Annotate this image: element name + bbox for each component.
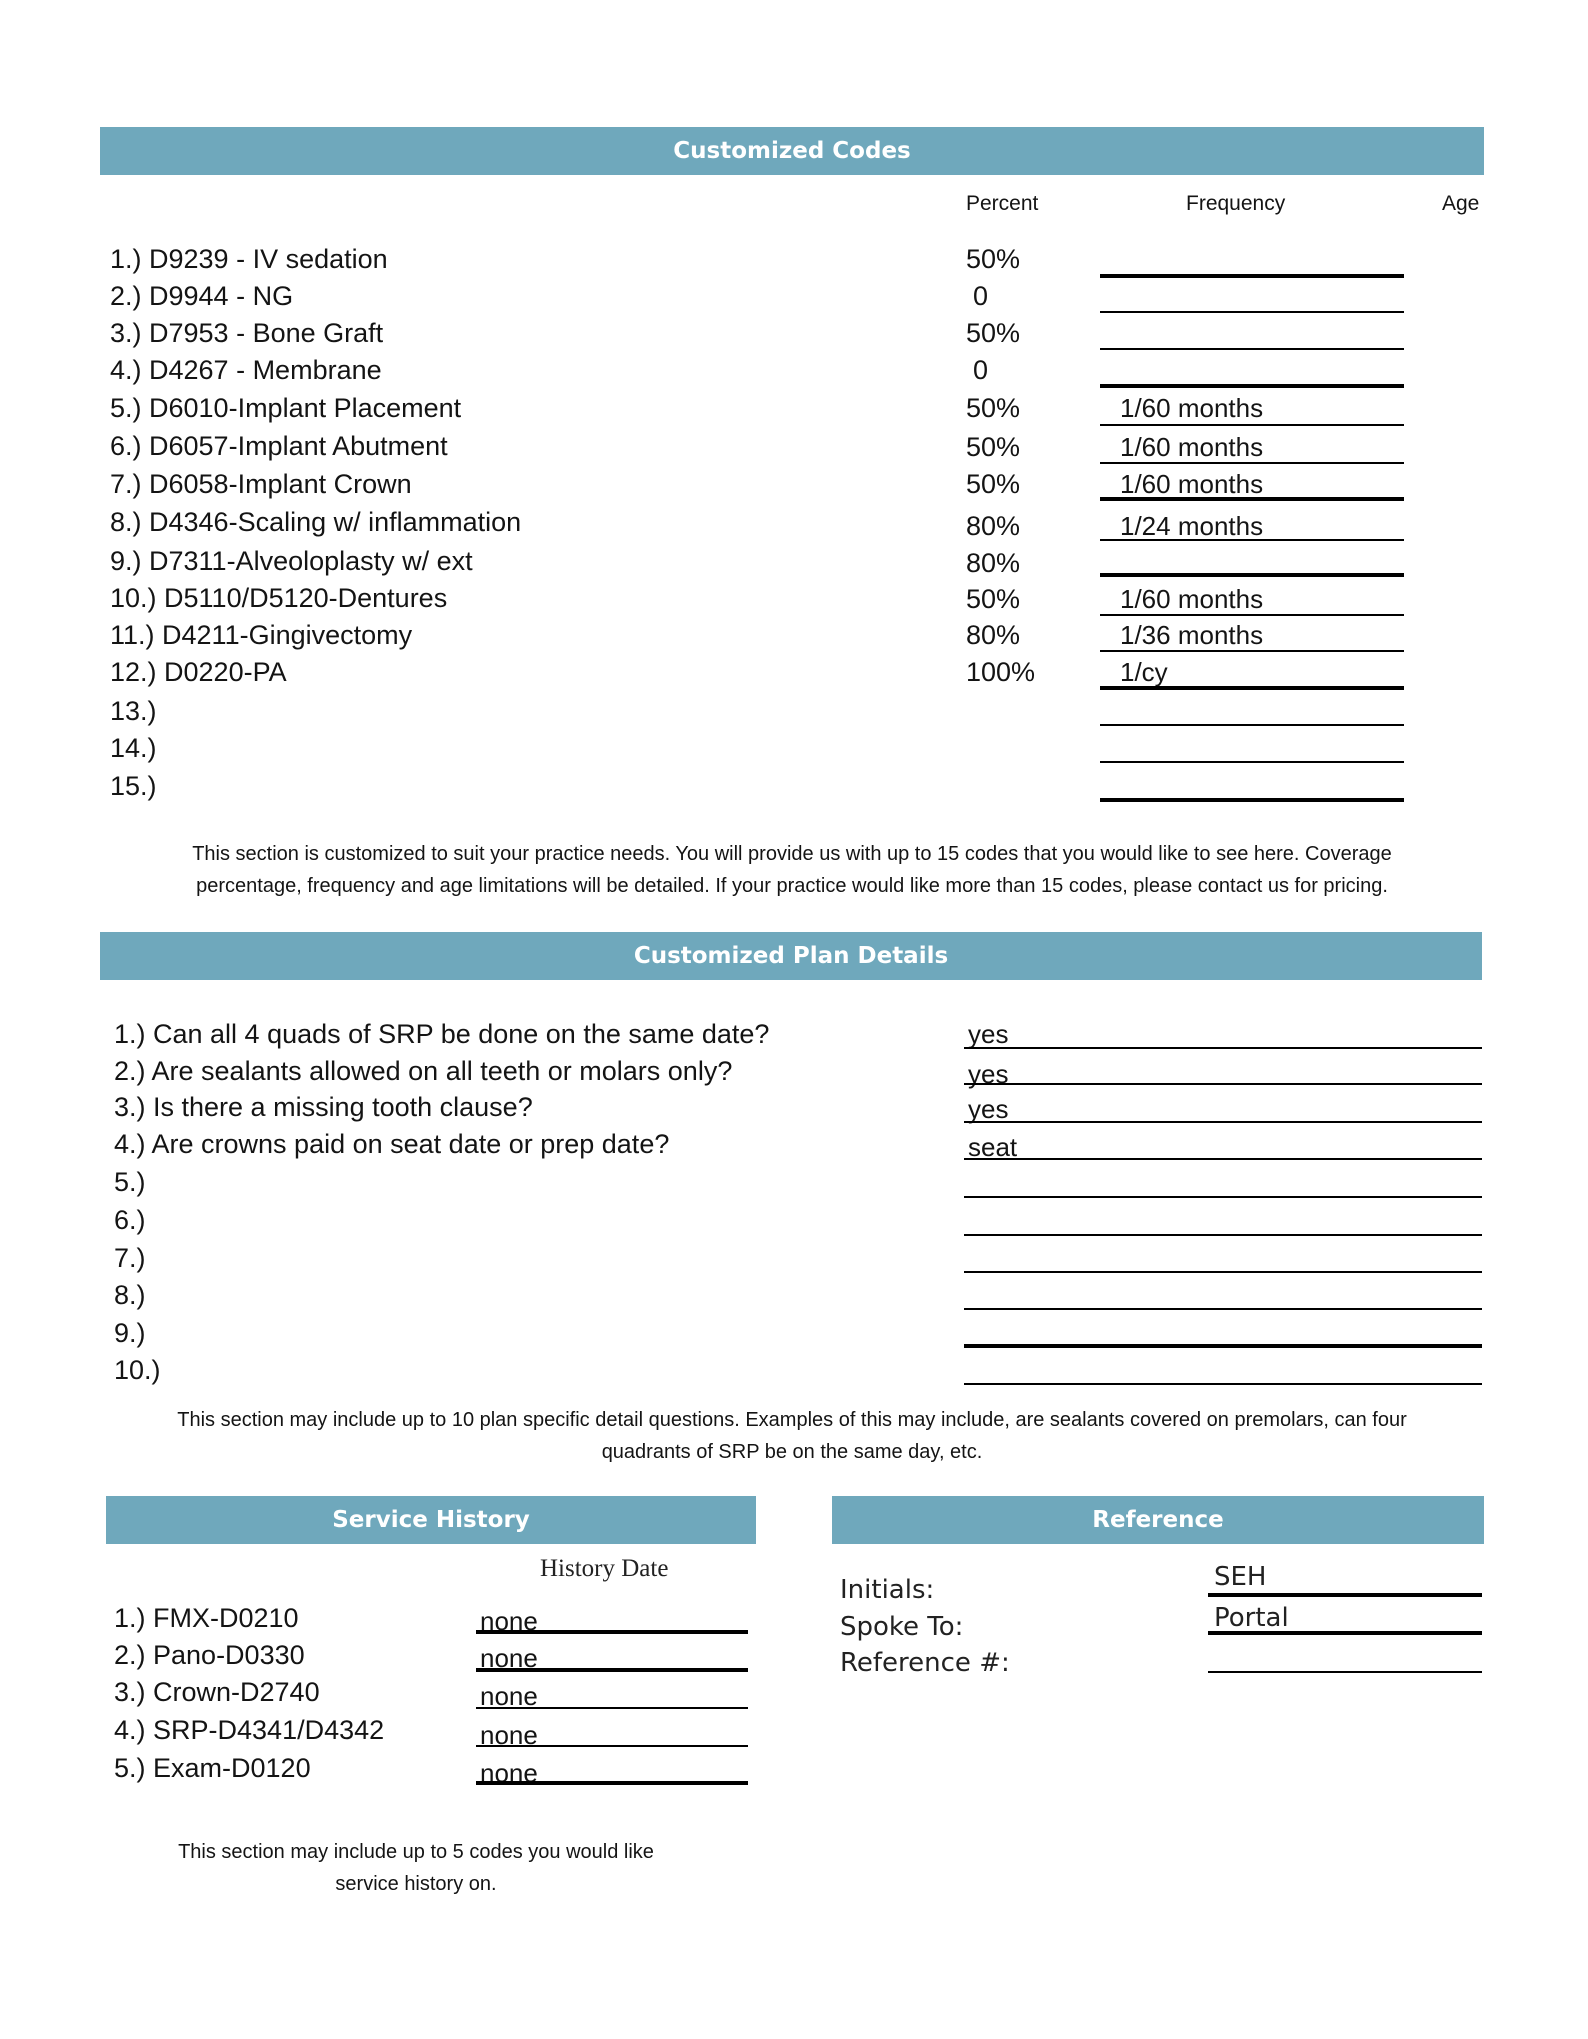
- plan-question: 5.): [114, 1167, 146, 1197]
- code-row-label: 13.): [110, 696, 157, 726]
- code-row-percent: 50%: [966, 393, 1021, 423]
- code-row-label: 4.) D4267 - Membrane: [110, 355, 382, 385]
- plan-answer-field[interactable]: [964, 1196, 1482, 1198]
- code-row-label: 3.) D7953 - Bone Graft: [110, 318, 384, 348]
- code-frequency-field[interactable]: [1100, 573, 1404, 577]
- history-note-line: This section may include up to 5 codes you would like: [178, 1841, 654, 1863]
- plan-question: 9.): [114, 1318, 146, 1348]
- plan-answer-field[interactable]: [964, 1383, 1482, 1385]
- reference-value-initials: SEH: [1214, 1562, 1267, 1592]
- plan-question: 7.): [114, 1243, 146, 1273]
- history-section-header: Service History: [106, 1496, 756, 1544]
- initials-field[interactable]: [1208, 1593, 1482, 1597]
- code-row-frequency: 1/60 months: [1120, 584, 1264, 614]
- code-row-label: 1.) D9239 - IV sedation: [110, 244, 388, 274]
- plan-question: 1.) Can all 4 quads of SRP be done on the same date?: [114, 1019, 770, 1049]
- codes-note-line: percentage, frequency and age limitations will be detailed. If your practice would like more than 15 codes, please contact us for pricing.: [196, 875, 1388, 897]
- history-row-date: none: [480, 1720, 538, 1750]
- plan-answer: yes: [968, 1059, 1009, 1089]
- plan-question: 6.): [114, 1205, 146, 1235]
- code-row-label: 9.) D7311-Alveoloplasty w/ ext: [110, 546, 473, 576]
- codes-note-line: This section is customized to suit your practice needs. You will provide us with up to 15 codes that you would like to see here. Coverage: [192, 843, 1392, 865]
- history-row-label: 1.) FMX-D0210: [114, 1603, 299, 1633]
- history-row-label: 2.) Pano-D0330: [114, 1640, 305, 1670]
- plan-answer: yes: [968, 1094, 1009, 1124]
- history-date-column-header: History Date: [540, 1555, 669, 1582]
- plan-answer-field[interactable]: [964, 1083, 1482, 1085]
- code-row-frequency: 1/60 months: [1120, 432, 1264, 462]
- plan-section-header: Customized Plan Details: [100, 932, 1482, 980]
- code-row-percent: 0: [973, 281, 989, 311]
- age-column-header: Age: [1442, 192, 1480, 215]
- code-row-label: 10.) D5110/D5120-Dentures: [110, 583, 448, 613]
- history-date-field[interactable]: [476, 1668, 748, 1672]
- history-note-line: service history on.: [335, 1873, 497, 1895]
- history-date-field[interactable]: [476, 1707, 748, 1709]
- code-frequency-field[interactable]: [1100, 724, 1404, 726]
- plan-question: 2.) Are sealants allowed on all teeth or molars only?: [114, 1056, 733, 1086]
- plan-question: 10.): [114, 1355, 161, 1385]
- code-row-label: 11.) D4211-Gingivectomy: [110, 620, 413, 650]
- code-frequency-field[interactable]: [1100, 798, 1404, 802]
- code-frequency-field[interactable]: [1100, 348, 1404, 350]
- code-row-percent: 80%: [966, 511, 1021, 541]
- plan-answer-field[interactable]: [964, 1121, 1482, 1123]
- plan-answer-field[interactable]: [964, 1158, 1482, 1160]
- history-date-field[interactable]: [476, 1781, 748, 1785]
- code-row-percent: 50%: [966, 584, 1021, 614]
- code-frequency-field[interactable]: [1100, 311, 1404, 313]
- code-frequency-field[interactable]: [1100, 274, 1404, 278]
- code-row-label: 6.) D6057-Implant Abutment: [110, 431, 448, 461]
- history-row-date: none: [480, 1681, 538, 1711]
- plan-note-line: This section may include up to 10 plan specific detail questions. Examples of this may include, are sealants covered on premolars, can four: [177, 1409, 1407, 1431]
- codes-section-header: Customized Codes: [100, 127, 1484, 175]
- plan-note-line: quadrants of SRP be on the same day, etc.: [601, 1441, 983, 1463]
- code-frequency-field[interactable]: [1100, 614, 1404, 616]
- reference-section-header: Reference: [832, 1496, 1484, 1544]
- code-row-percent: 100%: [966, 657, 1036, 687]
- history-row-label: 5.) Exam-D0120: [114, 1753, 311, 1783]
- code-row-label: 12.) D0220-PA: [110, 657, 287, 687]
- history-date-field[interactable]: [476, 1630, 748, 1634]
- code-row-label: 2.) D9944 - NG: [110, 281, 294, 311]
- history-section-note: [106, 1836, 726, 1900]
- code-row-percent: 80%: [966, 620, 1021, 650]
- code-row-label: 5.) D6010-Implant Placement: [110, 393, 462, 423]
- code-row-percent: 50%: [966, 469, 1021, 499]
- code-row-percent: 0: [973, 355, 989, 385]
- history-date-field[interactable]: [476, 1745, 748, 1747]
- frequency-column-header: Frequency: [1186, 192, 1286, 215]
- plan-answer: yes: [968, 1019, 1009, 1049]
- code-row-percent: 50%: [966, 318, 1021, 348]
- plan-answer-field[interactable]: [964, 1308, 1482, 1310]
- code-frequency-field[interactable]: [1100, 384, 1404, 388]
- code-frequency-field[interactable]: [1100, 462, 1404, 464]
- code-frequency-field[interactable]: [1100, 686, 1404, 690]
- reference-label-spoke-to: Spoke To:: [840, 1612, 964, 1642]
- history-row-label: 3.) Crown-D2740: [114, 1677, 320, 1707]
- plan-answer: seat: [968, 1132, 1018, 1162]
- code-frequency-field[interactable]: [1100, 497, 1404, 501]
- code-row-frequency: 1/36 months: [1120, 620, 1264, 650]
- spoke-to-field[interactable]: [1208, 1631, 1482, 1635]
- code-row-percent: 50%: [966, 432, 1021, 462]
- percent-column-header: Percent: [966, 192, 1039, 215]
- plan-question: 3.) Is there a missing tooth clause?: [114, 1092, 533, 1122]
- plan-answer-field[interactable]: [964, 1234, 1482, 1236]
- code-row-label: 7.) D6058-Implant Crown: [110, 469, 412, 499]
- history-row-label: 4.) SRP-D4341/D4342: [114, 1715, 385, 1745]
- reference-label-reference-number: Reference #:: [840, 1648, 1010, 1678]
- code-row-frequency: 1/24 months: [1120, 511, 1264, 541]
- code-row-frequency: 1/cy: [1120, 657, 1168, 687]
- code-row-percent: 80%: [966, 548, 1021, 578]
- plan-question: 4.) Are crowns paid on seat date or prep date?: [114, 1129, 670, 1159]
- codes-section-note: [100, 838, 1484, 902]
- plan-answer-field[interactable]: [964, 1271, 1482, 1273]
- plan-answer-field[interactable]: [964, 1047, 1482, 1049]
- code-frequency-field[interactable]: [1100, 539, 1404, 541]
- plan-section-note: [100, 1404, 1484, 1468]
- code-row-label: 14.): [110, 733, 157, 763]
- code-row-frequency: 1/60 months: [1120, 469, 1264, 499]
- history-row-date: none: [480, 1643, 538, 1673]
- history-row-date: none: [480, 1606, 538, 1636]
- code-row-frequency: 1/60 months: [1120, 393, 1264, 423]
- code-row-label: 15.): [110, 771, 157, 801]
- code-frequency-field[interactable]: [1100, 424, 1404, 426]
- history-row-date: none: [480, 1758, 538, 1788]
- reference-number-field[interactable]: [1208, 1671, 1482, 1673]
- reference-label-initials: Initials:: [840, 1575, 935, 1605]
- plan-question: 8.): [114, 1280, 146, 1310]
- code-frequency-field[interactable]: [1100, 650, 1404, 652]
- code-frequency-field[interactable]: [1100, 761, 1404, 763]
- reference-value-spoke-to: Portal: [1214, 1603, 1289, 1633]
- code-row-percent: 50%: [966, 244, 1021, 274]
- plan-answer-field[interactable]: [964, 1344, 1482, 1348]
- code-row-label: 8.) D4346-Scaling w/ inflammation: [110, 507, 522, 537]
